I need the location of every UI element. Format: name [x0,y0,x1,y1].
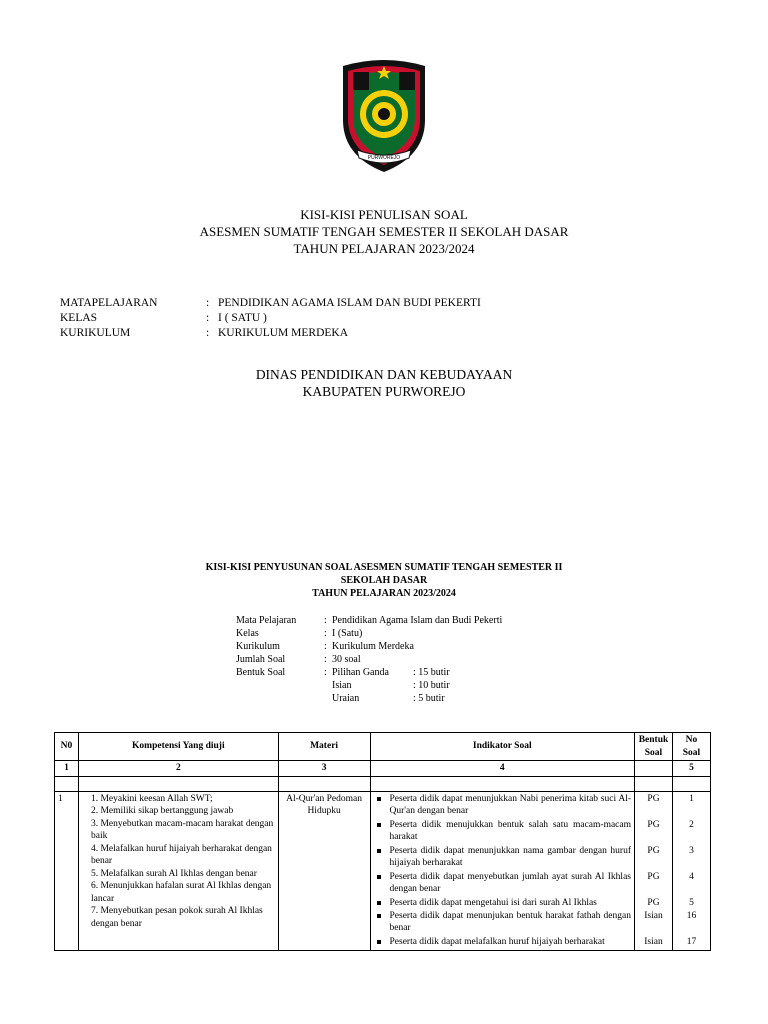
bentuk-value: PG [647,845,660,856]
col-number: 3 [278,761,370,777]
header-no: N0 [55,733,79,761]
indikator-item: Peserta didik dapat melafalkan huruf hijaiyah berharakat [374,936,632,949]
table-row [55,791,711,950]
nosoal-value: 5 [689,897,694,908]
section-meta-label-kelas: Kelas [236,628,259,639]
kompetensi-item: 5. Melafalkan surah Al Ikhlas dengan benar [90,868,257,879]
nosoal-value: 4 [689,871,694,882]
bentuk-value: PG [647,871,660,882]
kompetensi-item: 3. Menyebutkan macam-macam harakat dengan baik [90,818,274,841]
section-meta-extra-bentuk: : 15 butir [413,667,450,678]
bentuk-sub-label-uraian: Uraian [332,693,360,704]
kompetensi-cell [78,791,278,950]
agency-heading [0,366,768,400]
header-materi: Materi [278,733,370,761]
section-meta-value-bentuk: Pilihan Ganda [332,667,389,678]
nosoal-value: 1 [689,793,694,804]
section-title [0,561,768,600]
section-meta-value-mapel: Pendidikan Agama Islam dan Budi Pekerti [332,615,503,626]
section-meta-label-jumlah: Jumlah Soal [236,654,286,665]
header-bentuk: Bentuk Soal [635,733,673,761]
cover-title-line-3: TAHUN PELAJARAN 2023/2024 [293,241,475,256]
bentuk-value: Isian [644,910,663,921]
kisi-table [54,732,711,951]
indikator-item: Peserta didik dapat menyebutkan jumlah ayat surah Al Ikhlas dengan benar [374,871,632,897]
nosoal-cell [672,791,710,950]
kompetensi-item: 4. Melafalkan huruf hijaiyah berharakat dengan benar [90,843,272,866]
cover-title-line-1: KISI-KISI PENULISAN SOAL [300,207,468,222]
cover-title [0,206,768,257]
table-header-row [55,733,711,761]
nosoal-value: 16 [686,910,697,921]
bentuk-value: PG [647,793,660,804]
indikator-item: Peserta didik dapat mengetahui isi dari surah Al Ikhlas [374,897,632,910]
header-indikator: Indikator Soal [370,733,635,761]
bentuk-sub-label-isian: Isian [332,680,352,691]
kabupaten-purworejo-logo [339,58,429,176]
section-title-line-3: TAHUN PELAJARAN 2023/2024 [312,588,456,599]
cover-title-line-2: ASESMEN SUMATIF TENGAH SEMESTER II SEKOLAH DASAR [199,224,569,239]
section-title-line-2: SEKOLAH DASAR [340,575,428,586]
col-number: 4 [370,761,635,777]
bentuk-sub-value-uraian: : 5 butir [413,693,445,704]
col-number: 1 [55,761,79,777]
logo-text: PURWOREJO [367,155,401,161]
section-meta-value-kelas: I (Satu) [332,628,363,639]
indikator-cell [370,791,635,950]
cover-meta-value-mapel: PENDIDIKAN AGAMA ISLAM DAN BUDI PEKERTI [218,297,481,309]
agency-line-1: DINAS PENDIDIKAN DAN KEBUDAYAAN [255,367,513,382]
kompetensi-item: 6. Menunjukkan hafalan surat Al Ikhlas dengan lancar [90,881,272,904]
indikator-item: Peserta didik dapat menunjukkan nama gambar dengan huruf hijaiyah berharakat [374,845,632,871]
row-no: 1 [55,791,79,950]
cover-meta-label-kurikulum: KURIKULUM [60,327,131,339]
cover-meta-label-mapel: MATAPELAJARAN [60,297,158,309]
indikator-item: Peserta didik menujukkan bentuk salah satu macam-macam harakat [374,819,632,845]
section-meta-value-jumlah: 30 soal [332,654,361,665]
agency-line-2: KABUPATEN PURWOREJO [302,384,466,399]
header-kompetensi: Kompetensi Yang diuji [78,733,278,761]
nosoal-value: 17 [686,936,697,947]
kompetensi-item: 1. Meyakini keesan Allah SWT; [90,793,213,804]
cover-meta: MATAPELAJARAN : PENDIDIKAN AGAMA ISLAM DAN BUDI PEKERTI KELAS : I ( SATU ) KURIKULUM : KURIKULUM MERDEKA [60,297,481,339]
table-number-row [55,761,711,777]
bentuk-sub-value-isian: : 10 butir [413,680,450,691]
table-blank-row [55,776,711,791]
nosoal-value: 3 [689,845,694,856]
cover-meta-label-kelas: KELAS [60,312,98,324]
section-meta-label-mapel: Mata Pelajaran [236,615,297,626]
materi-cell: Al-Qur'an Pedoman Hidupku [278,791,370,950]
bentuk-value: PG [647,897,660,908]
kompetensi-item: 2. Memiliki sikap bertanggung jawab [90,806,234,816]
indikator-item: Peserta didik dapat menunjukan bentuk harakat fathah dengan benar [374,910,632,936]
indikator-item: Peserta didik dapat menunjukkan Nabi penerima kitab suci Al-Qur'an dengan benar [374,793,632,819]
section-meta-label-bentuk: Bentuk Soal [236,667,286,678]
section-meta-value-kurikulum: Kurikulum Merdeka [332,641,414,652]
bentuk-value: Isian [644,936,663,947]
nosoal-value: 2 [689,819,694,830]
bentuk-value: PG [647,819,660,830]
cover-meta-value-kurikulum: KURIKULUM MERDEKA [218,327,349,339]
section-title-line-1: KISI-KISI PENYUSUNAN SOAL ASESMEN SUMATIF TENGAH SEMESTER II [205,562,563,573]
bentuk-cell [635,791,673,950]
header-nosoal: No Soal [672,733,710,761]
col-number: 2 [78,761,278,777]
kompetensi-item: 7. Menyebutkan pesan pokok surah Al Ikhlas dengan benar [90,906,263,929]
section-meta: Mata Pelajaran : Pendidikan Agama Islam dan Budi Pekerti Kelas : I (Satu) Kurikulum : Kurikulum Merdeka Jumlah Soal : 30 soal Bentuk Soal : Pilihan Ganda : 15 butir Isian : 10 butir Uraian : 5 butir [236,615,503,704]
cover-meta-value-kelas: I ( SATU ) [218,312,267,324]
section-meta-label-kurikulum: Kurikulum [236,641,280,652]
col-number: 5 [672,761,710,777]
